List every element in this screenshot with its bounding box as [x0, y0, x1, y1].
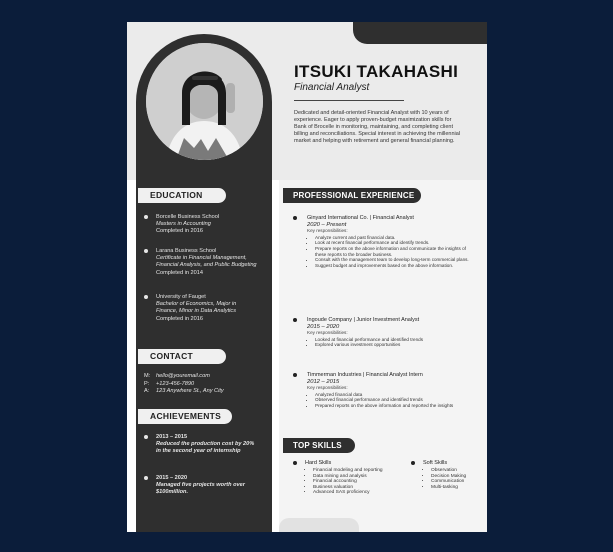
education-item — [144, 214, 259, 236]
bullet-icon — [144, 249, 148, 253]
degree: Masters in Accounting — [156, 221, 211, 228]
achievement-item — [144, 475, 259, 497]
achievement-years: 2013 – 2015 — [156, 434, 188, 440]
completed-date: Completed in 2016 — [156, 315, 203, 322]
resume-page — [127, 22, 487, 532]
completed-date: Completed in 2016 — [156, 228, 203, 235]
bullet-icon — [144, 435, 148, 439]
contact-address-row: A: 123 Anywhere St., Any City — [144, 388, 224, 395]
school-name: Larana Business School — [156, 248, 217, 254]
contact-email-row: M: hello@youremail.com — [144, 373, 210, 379]
contact-heading: CONTACT — [138, 349, 226, 364]
skills-heading: TOP SKILLS — [283, 438, 355, 453]
job-entry — [293, 317, 473, 348]
school-name: University of Fauget — [156, 294, 206, 300]
job-entry — [293, 215, 473, 268]
bullet-icon — [144, 295, 148, 299]
bullet-icon — [144, 215, 148, 219]
job-company: Ingoude Company | Junior Investment Analyst — [307, 317, 420, 323]
person-illustration — [146, 43, 263, 160]
achievement-text: Managed five projects worth over $100million. — [156, 482, 245, 496]
experience-heading: PROFESSIONAL EXPERIENCE — [283, 188, 421, 203]
divider — [294, 100, 404, 101]
education-item — [144, 248, 259, 277]
achievement-text: Reduced the production cost by 20% in the second year of internship — [156, 441, 255, 455]
job-years: 2020 – Present — [307, 221, 347, 228]
profile-photo — [146, 43, 263, 160]
bullet-icon — [293, 461, 297, 465]
corner-tab — [353, 22, 487, 44]
soft-skills — [411, 460, 483, 490]
job-entry — [293, 372, 473, 409]
completed-date: Completed in 2014 — [156, 269, 203, 276]
key-responsibilities-label: Key responsibilities: — [307, 385, 348, 391]
school-name: Borcelle Business School — [156, 214, 220, 220]
job-years: 2012 – 2015 — [307, 378, 340, 385]
achievement-years: 2015 – 2020 — [156, 475, 188, 481]
soft-skills-label: Soft Skills — [423, 460, 448, 466]
job-years: 2015 – 2020 — [307, 323, 340, 330]
job-company: Ginyard International Co. | Financial Analyst — [307, 215, 414, 221]
education-item — [144, 294, 259, 323]
degree: Bachelor of Economics, Major in Finance, Minor in Data Analytics — [156, 301, 237, 315]
contact-list — [144, 373, 224, 396]
key-responsibilities-label: Key responsibilities: — [307, 330, 348, 336]
responsibility-list: • Looked at financial performance and identified trends • Explored various investment opportunities — [307, 337, 473, 348]
soft-skills-list: • Observation • Decision Making • Communication • Multi-tasking — [423, 468, 483, 490]
achievements-heading: ACHIEVEMENTS — [138, 409, 232, 424]
education-heading: EDUCATION — [138, 188, 226, 203]
hard-skills — [293, 460, 383, 496]
job-title: Financial Analyst — [294, 82, 370, 93]
job-company: Timmerman Industries | Financial Analyst Intern — [307, 372, 423, 378]
address: 123 Anywhere St., Any City — [156, 388, 224, 395]
bullet-icon — [293, 216, 297, 220]
bullet-icon — [411, 461, 415, 465]
key-responsibilities-label: Key responsibilities: — [307, 228, 348, 234]
degree: Certificate in Financial Management, Financial Analysis, and Public Budgeting — [156, 255, 257, 269]
profile-summary: Dedicated and detail-oriented Financial Analyst with 10 years of experience. Eager to apply proven-budget maximization skills for Bank of Brocelle in monitoring, maintaining, and completing client billing and reconciliations. Special interest in achieving the millennial market and helping with retirement and general financial planning. — [294, 110, 461, 144]
contact-phone-row: P: +123-456-7890 — [144, 380, 195, 387]
achievement-item — [144, 434, 259, 456]
responsibility-list: • Analyzed financial data • Observed financial performance and identified trends • Prepared reports on the above information and reported the insights — [307, 392, 473, 409]
email: hello@youremail.com — [156, 373, 210, 379]
hard-skills-label: Hard Skills — [305, 460, 332, 466]
responsibility-list: • Analyze current and past financial data. • Look at recent financial performance and identify trends. • Prepare reports on the above information and communicate the insights of these reports to the broader business. • Consult with the management team to develop long-term commercial plans. • Suggest budget and improvements based on the above information. — [307, 235, 473, 269]
bullet-icon — [293, 373, 297, 377]
hard-skills-list: • Financial modeling and reporting • Data mining and analysis • Financial accounting • Business valuation • Advanced SAS proficiency — [305, 468, 383, 496]
phone: +123-456-7890 — [156, 380, 195, 387]
bullet-icon — [293, 318, 297, 322]
candidate-name: ITSUKI TAKAHASHI — [294, 62, 459, 81]
bullet-icon — [144, 476, 148, 480]
footer-shape — [279, 518, 359, 532]
